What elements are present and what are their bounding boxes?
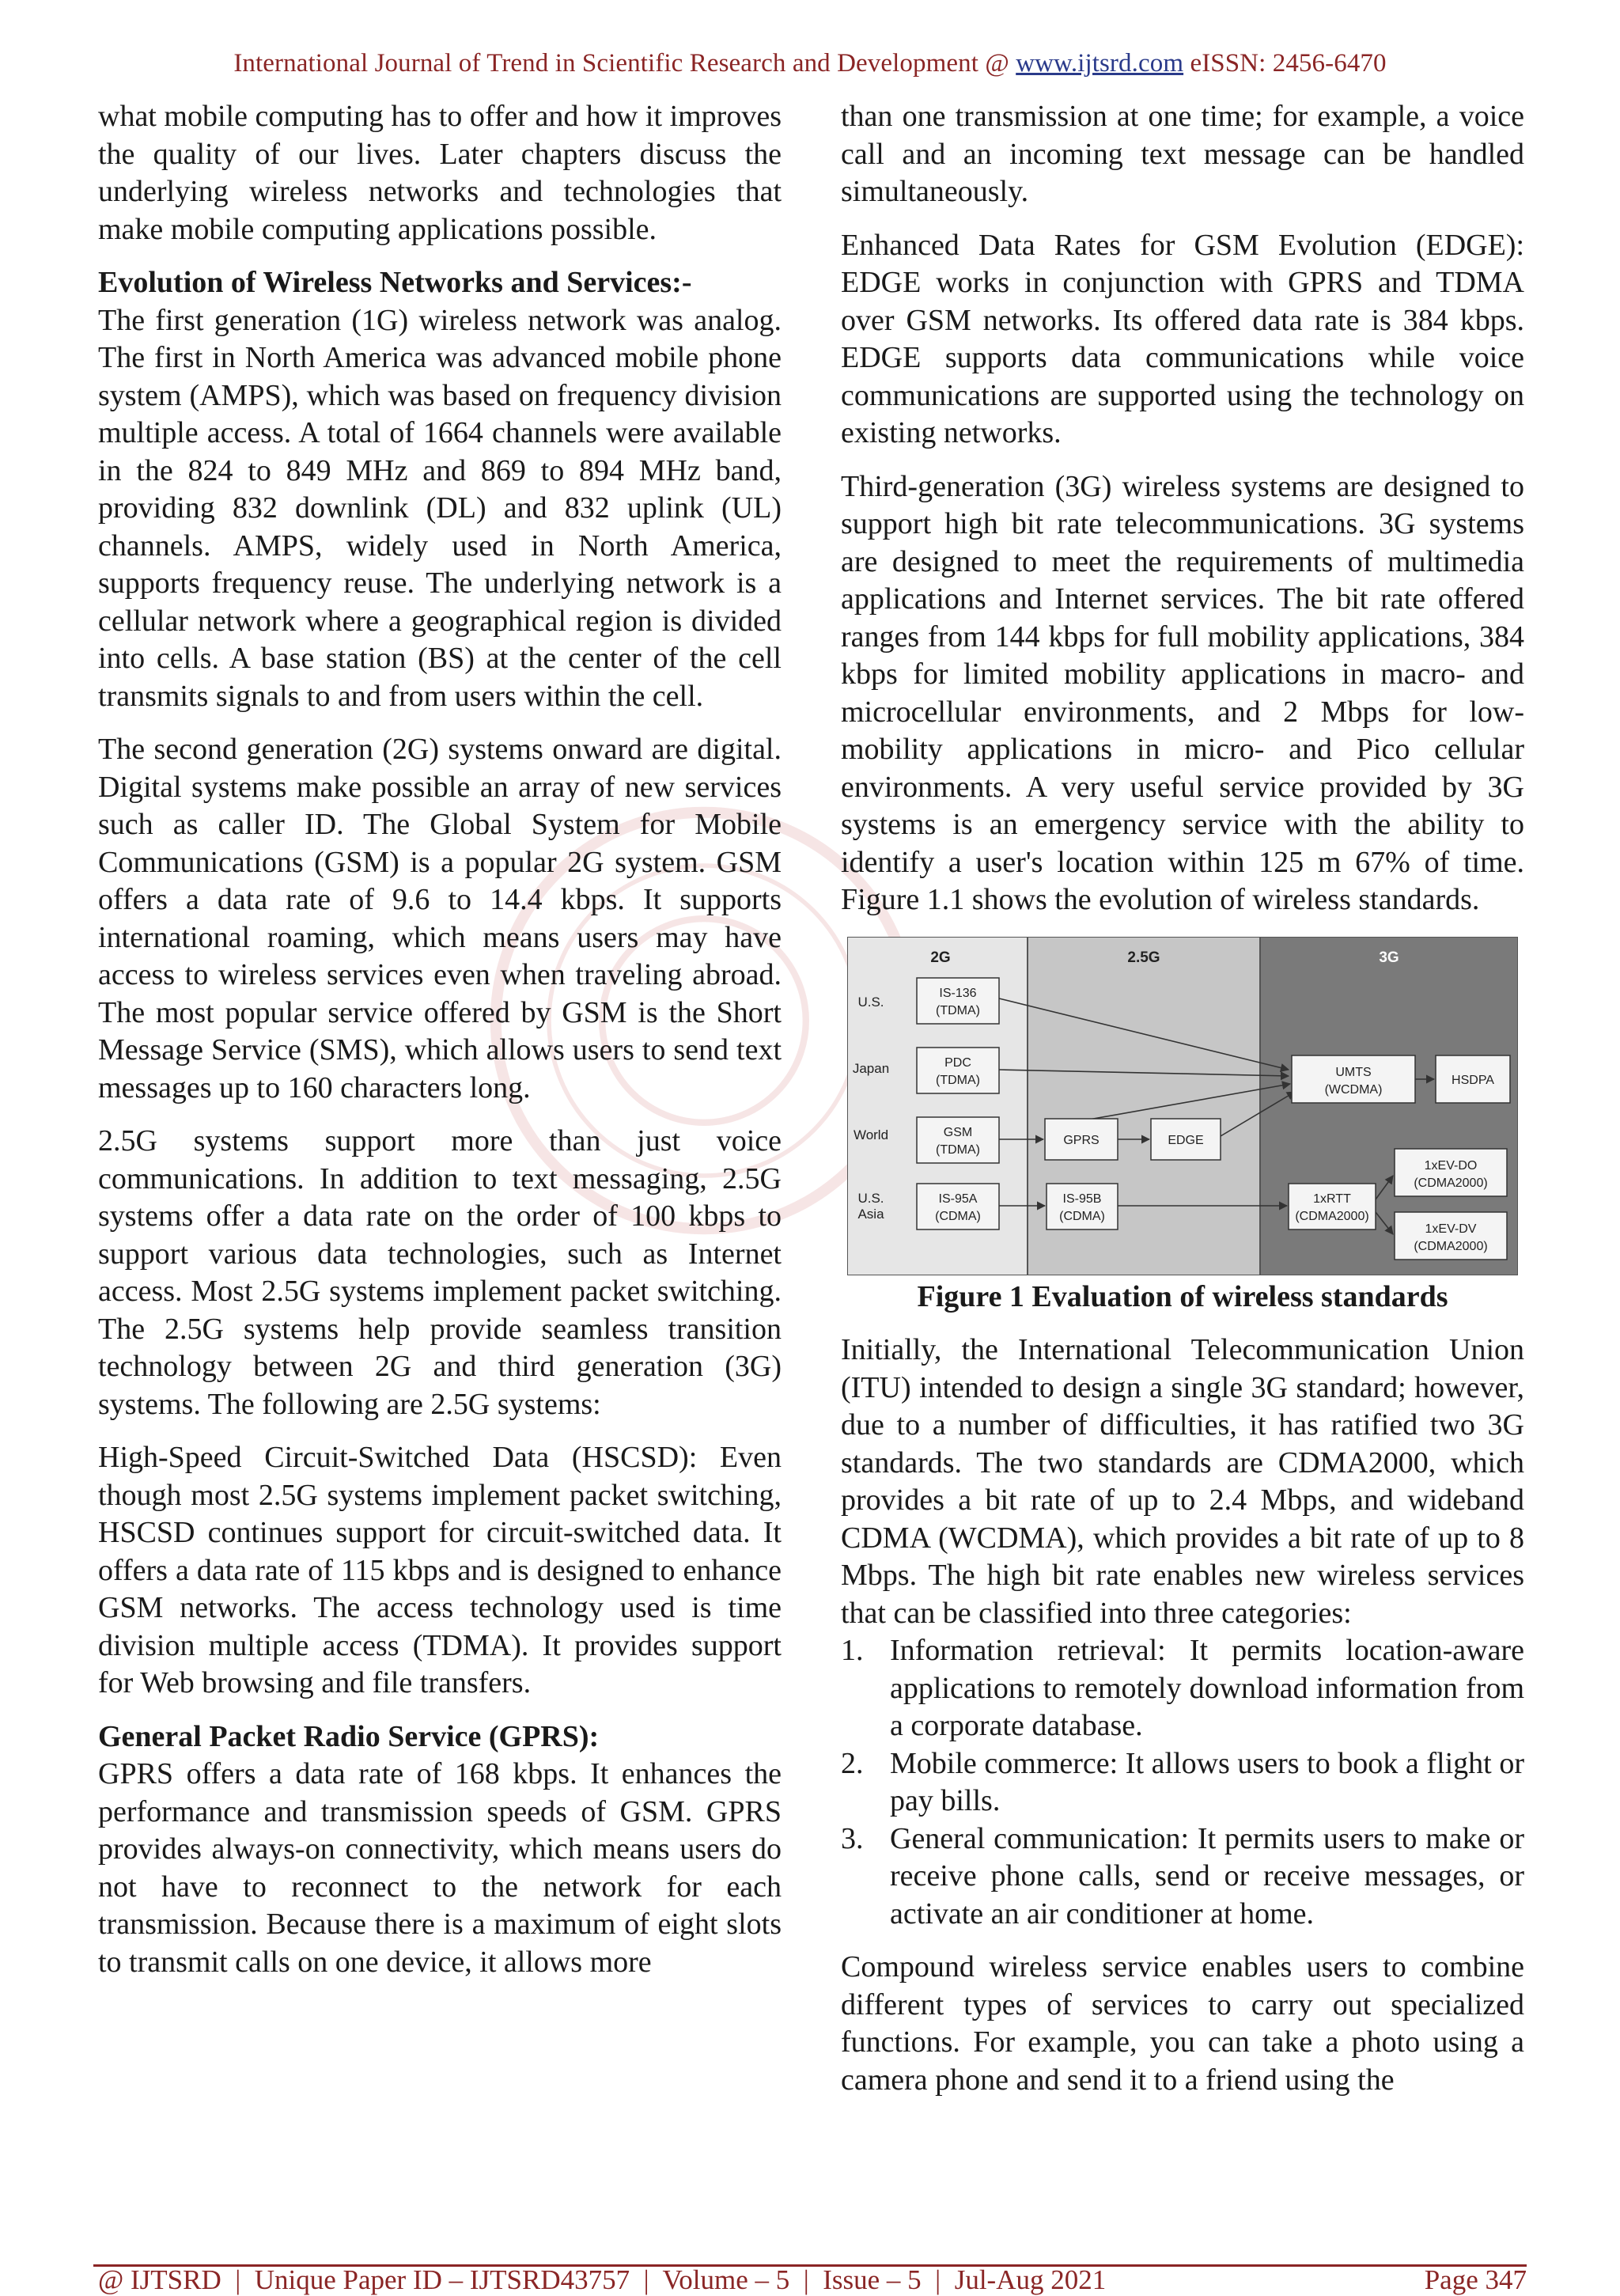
list-number: 3. <box>841 1821 864 1855</box>
figure-wireless-evolution <box>847 937 1518 1275</box>
section-heading-gprs: General Packet Radio Service (GPRS): <box>98 1719 600 1753</box>
journal-header <box>0 49 1620 78</box>
pdc-label-2: (TDMA) <box>936 1073 980 1087</box>
gsm-label-2: (TDMA) <box>936 1142 980 1157</box>
right-paragraph-edge: Enhanced Data Rates for GSM Evolution (EDGE): EDGE works in conjunction with GPRS and TDMA over GSM networks. Its offered data rate is 384 kbps. EDGE supports data communications while voice communications are supported using the technology on existing networks. <box>841 228 1524 449</box>
row-label-us-asia-2: Asia <box>857 1206 884 1222</box>
evdv-label-1: 1xEV-DV <box>1425 1222 1477 1236</box>
left-column <box>98 98 782 1997</box>
page-footer <box>98 2264 1527 2295</box>
umts-label-1: UMTS <box>1335 1065 1372 1079</box>
journal-url-link[interactable]: www.ijtsrd.com <box>1016 49 1184 78</box>
col-label-25g: 2.5G <box>1127 949 1160 966</box>
umts-label-2: (WCDMA) <box>1324 1082 1383 1097</box>
figure-caption: Figure 1 Evaluation of wireless standards <box>917 1279 1448 1313</box>
right-paragraph-itu: Initially, the International Telecommunication Union (ITU) intended to design a single 3G standard; however, due to a number of difficulties, it has ratified two 3G standards. The two standards are CDMA2000, which provides a bit rate of up to 2.4 Mbps, and wideband CDMA (WCDMA), which provides a bit rate of up to 8 Mbps. The high bit rate enables new wireless services that can be classified into three categories: <box>841 1333 1524 1630</box>
right-column <box>841 98 1524 2115</box>
is136-label-1: IS-136 <box>939 986 977 1000</box>
left-paragraph-1: what mobile computing has to offer and how it improves the quality of our lives. Later chapters discuss the underlying wireless networks and technologies that make mobile computing applications possible. <box>98 100 782 246</box>
left-paragraph-hscsd: High-Speed Circuit-Switched Data (HSCSD): Even though most 2.5G systems implement packet switching, HSCSD continues support for circuit-switched data. It offers a data rate of 115 kbps and is designed to enhance GSM networks. The access technology used is time division multiple access (TDMA). It provides support for Web browsing and file transfers. <box>98 1441 782 1699</box>
list-item-text: General communication: It permits users to make or receive phone calls, send or receive messages, or activate an air conditioner at home. <box>890 1821 1524 1930</box>
is95b-label-1: IS-95B <box>1062 1192 1102 1206</box>
gsm-label-1: GSM <box>943 1125 973 1139</box>
wireless-evolution-diagram <box>847 937 1518 1275</box>
is95a-label-1: IS-95A <box>938 1192 978 1206</box>
list-item-text: Information retrieval: It permits location-aware applications to remotely download information from a corporate database. <box>890 1634 1524 1742</box>
footer-page-number: Page 347 <box>1424 2264 1527 2295</box>
pdc-label-1: PDC <box>944 1055 971 1070</box>
evdo-label-1: 1xEV-DO <box>1424 1158 1478 1173</box>
col-label-2g: 2G <box>930 949 951 966</box>
left-paragraph-1g: The first generation (1G) wireless network was analog. The first in North America was advanced mobile phone system (AMPS), which was based on frequency division multiple access. A total of 1664 channels were available in the 824 to 849 MHz and 869 to 894 MHz band, providing 832 downlink (DL) and 832 uplink (UL) channels. AMPS, widely used in North America, supports frequency reuse. The underlying network is a cellular network where a geographical region is divided into cells. A base station (BS) at the center of the cell transmits signals to and from users within the cell. <box>98 303 782 713</box>
row-label-japan: Japan <box>852 1060 890 1076</box>
footer-paper-info: @ IJTSRD | Unique Paper ID – IJTSRD43757 | Volume – 5 | Issue – 5 | Jul-Aug 2021 <box>98 2264 1107 2295</box>
right-paragraph-compound: Compound wireless service enables users to combine different types of services to carry out specialized functions. For example, you can take a photo using a camera phone and send it to a friend using the <box>841 1950 1524 2097</box>
gprs-label: GPRS <box>1063 1133 1100 1147</box>
row-label-us: U.S. <box>857 994 884 1010</box>
is95b-label-2: (CDMA) <box>1059 1209 1105 1223</box>
edge-label: EDGE <box>1168 1133 1204 1147</box>
evdo-label-2: (CDMA2000) <box>1414 1176 1488 1190</box>
list-item <box>841 1745 1524 1821</box>
is95a-label-2: (CDMA) <box>935 1209 981 1223</box>
is136-label-2: (TDMA) <box>936 1003 980 1017</box>
row-label-us-asia-1: U.S. <box>857 1190 884 1206</box>
journal-title: International Journal of Trend in Scientific Research and Development @ <box>233 49 1016 78</box>
right-paragraph-3g: Third-generation (3G) wireless systems are designed to support high bit rate telecommunications. 3G systems are designed to meet the requirements of multimedia applications and Internet services. The bit rate offered ranges from 144 kbps for full mobility applications, 384 kbps for limited mobility applications in macro- and microcellular environments, and 2 Mbps for low-mobility applications in micro- and Pico cellular environments. A very useful service provided by 3G systems is an emergency service with the ability to identify a user's location within 125 m 67% of time. Figure 1.1 shows the evolution of wireless standards. <box>841 469 1524 916</box>
col-label-3g: 3G <box>1379 949 1399 966</box>
list-number: 2. <box>841 1746 864 1780</box>
left-paragraph-2g: The second generation (2G) systems onward are digital. Digital systems make possible an array of new services such as caller ID. The Global System for Mobile Communications (GSM) is a popular 2G system. GSM offers a data rate of 9.6 to 14.4 kbps. It supports international roaming, which means users may have access to wireless services even when traveling abroad. The most popular service offered by GSM is the Short Message Service (SMS), which allows users to send text messages up to 160 characters long. <box>98 733 782 1104</box>
right-paragraph-1: than one transmission at one time; for example, a voice call and an incoming text message can be handled simultaneously. <box>841 100 1524 208</box>
section-heading-evolution: Evolution of Wireless Networks and Services:- <box>98 266 692 299</box>
left-paragraph-gprs: GPRS offers a data rate of 168 kbps. It enhances the performance and transmission speeds of GSM. GPRS provides always-on connectivity, which means users do not have to reconnect to the network for each transmission. Because there is a maximum of eight slots to transmit calls on one device, it allows more <box>98 1757 782 1979</box>
hsdpa-label: HSDPA <box>1452 1073 1494 1087</box>
list-item-text: Mobile commerce: It allows users to book a flight or pay bills. <box>890 1746 1524 1817</box>
left-paragraph-25g: 2.5G systems support more than just voice communications. In addition to text messaging, 2.5G systems offer a data rate on the order of 100 kbps to support various data technologies, such as Internet access. Most 2.5G systems implement packet switching. The 2.5G systems help provide seamless transition technology between 2G and third generation (3G) systems. The following are 2.5G systems: <box>98 1124 782 1421</box>
service-categories-list <box>841 1632 1524 1933</box>
row-label-world: World <box>853 1127 889 1142</box>
list-number: 1. <box>841 1634 864 1667</box>
journal-issn: eISSN: 2456-6470 <box>1183 49 1387 78</box>
1xrtt-label-2: (CDMA2000) <box>1295 1209 1369 1223</box>
evdv-label-2: (CDMA2000) <box>1414 1239 1488 1253</box>
list-item <box>841 1821 1524 1934</box>
list-item <box>841 1632 1524 1745</box>
1xrtt-label-1: 1xRTT <box>1313 1192 1351 1206</box>
